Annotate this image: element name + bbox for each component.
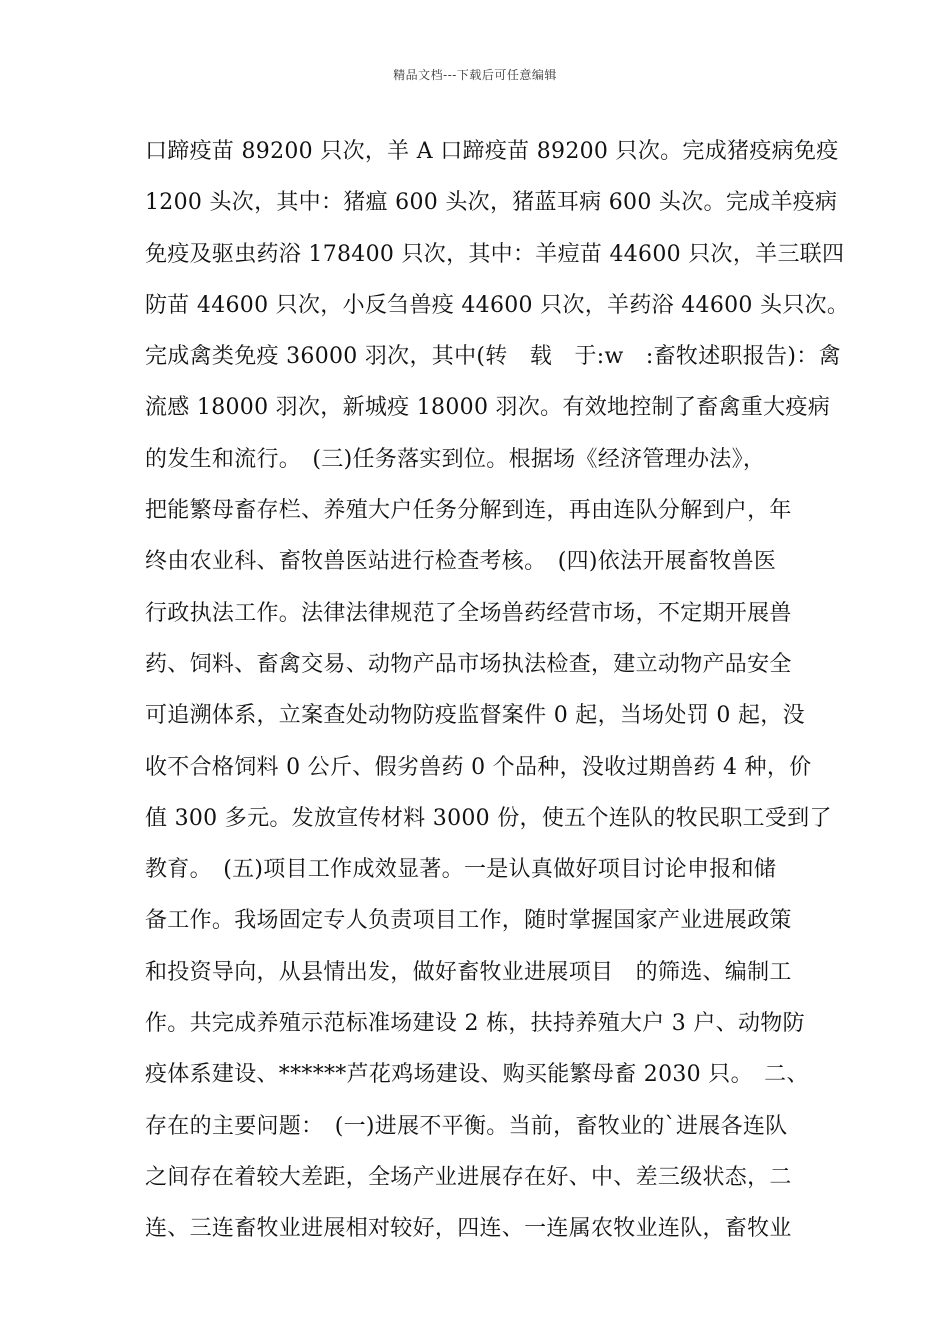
text-line: 值 300 多元。发放宣传材料 3000 份，使五个连队的牧民职工受到了: [145, 805, 832, 831]
text-line: 行政执法工作。法律法律规范了全场兽药经营市场，不定期开展兽: [145, 600, 792, 626]
text-line: 可追溯体系，立案查处动物防疫监督案件 0 起，当场处罚 0 起，没: [145, 703, 805, 729]
text-line: 防苗 44600 只次，小反刍兽疫 44600 只次，羊药浴 44600 头只次。: [145, 292, 850, 318]
text-line: 和投资导向，从县情出发，做好畜牧业进展项目 的筛选、编制工: [145, 959, 792, 985]
text-line: 作。共完成养殖示范标准场建设 2 栋，扶持养殖大户 3 户、动物防: [145, 1011, 805, 1037]
text-line: 收不合格饲料 0 公斤、假劣兽药 0 个品种，没收过期兽药 4 种，价: [145, 754, 812, 780]
text-line: 流感 18000 羽次，新城疫 18000 羽次。有效地控制了畜禽重大疫病: [145, 395, 831, 421]
text-line: 的发生和流行。 (三)任务落实到位。根据场《经济管理办法》，: [145, 446, 766, 472]
text-line: 存在的主要问题： (一)进展不平衡。当前，畜牧业的`进展各连队: [145, 1113, 788, 1139]
text-line: 把能繁母畜存栏、养殖大户任务分解到连，再由连队分解到户，年: [145, 498, 792, 524]
text-line: 疫体系建设、******芦花鸡场建设、购买能繁母畜 2030 只。 二、: [145, 1062, 809, 1088]
text-line: 连、三连畜牧业进展相对较好，四连、一连属农牧业连队，畜牧业: [145, 1216, 792, 1242]
text-line: 药、饲料、畜禽交易、动物产品市场执法检查，建立动物产品安全: [145, 651, 792, 677]
text-line: 终由农业科、畜牧兽医站进行检查考核。 (四)依法开展畜牧兽医: [145, 549, 777, 575]
page-header: 精品文档---下载后可任意编辑: [393, 68, 557, 82]
text-line: 免疫及驱虫药浴 178400 只次，其中：羊痘苗 44600 只次，羊三联四: [145, 241, 845, 267]
text-line: 教育。 (五)项目工作成效显著。一是认真做好项目讨论申报和储: [145, 857, 777, 883]
text-line: 之间存在着较大差距，全场产业进展存在好、中、差三级状态，二: [145, 1164, 792, 1190]
text-line: 口蹄疫苗 89200 只次，羊 A 口蹄疫苗 89200 只次。完成猪疫病免疫: [145, 139, 839, 164]
text-line: 完成禽类免疫 36000 羽次，其中(转 载 于:w :畜牧述职报告)：禽: [145, 344, 841, 370]
text-line: 1200 头次，其中：猪瘟 600 头次，猪蓝耳病 600 头次。完成羊疫病: [145, 190, 838, 216]
document-body: [145, 131, 850, 1260]
text-line: 备工作。我场固定专人负责项目工作，随时掌握国家产业进展政策: [145, 908, 792, 934]
